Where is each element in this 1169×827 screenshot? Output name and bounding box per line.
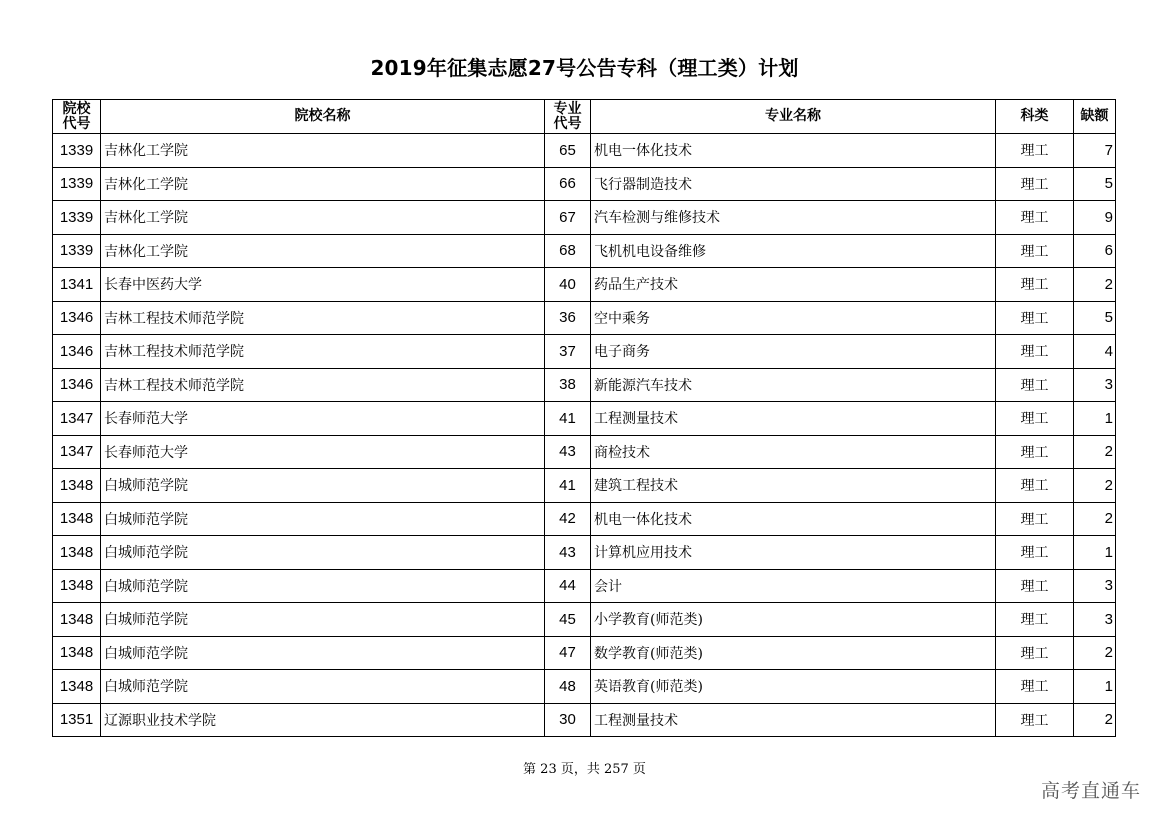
table-row [53,569,1116,603]
header-school-code [53,100,101,134]
cell-major-code: 68 [545,234,591,268]
cell-major-name: 飞机机电设备维修 [591,234,996,268]
cell-major-code: 44 [545,569,591,603]
cell-major-code: 36 [545,301,591,335]
cell-major-name: 药品生产技术 [591,268,996,302]
cell-school-code: 1339 [53,167,101,201]
cell-school-code: 1347 [53,402,101,436]
cell-major-code: 37 [545,335,591,369]
cell-school-code: 1348 [53,670,101,704]
header-vacancy: 缺额 [1074,100,1116,134]
cell-school-code: 1348 [53,469,101,503]
cell-major-name: 小学教育(师范类) [591,603,996,637]
table-row [53,603,1116,637]
cell-major-name: 电子商务 [591,335,996,369]
cell-major-name: 机电一体化技术 [591,134,996,168]
table-row [53,670,1116,704]
cell-school-name: 吉林化工学院 [101,201,545,235]
table-row [53,167,1116,201]
table-row [53,502,1116,536]
table-row [53,134,1116,168]
cell-vacancy: 1 [1074,670,1116,704]
cell-school-name: 白城师范学院 [101,536,545,570]
cell-major-code: 42 [545,502,591,536]
cell-vacancy: 3 [1074,569,1116,603]
cell-vacancy: 5 [1074,301,1116,335]
table-row [53,469,1116,503]
cell-school-code: 1346 [53,368,101,402]
cell-major-code: 48 [545,670,591,704]
cell-vacancy: 2 [1074,703,1116,737]
cell-vacancy: 2 [1074,435,1116,469]
cell-category: 理工 [996,134,1074,168]
cell-school-name: 吉林工程技术师范学院 [101,335,545,369]
table-row [53,636,1116,670]
cell-category: 理工 [996,636,1074,670]
cell-category: 理工 [996,234,1074,268]
cell-major-name: 计算机应用技术 [591,536,996,570]
cell-vacancy: 1 [1074,402,1116,436]
cell-school-name: 吉林工程技术师范学院 [101,301,545,335]
cell-category: 理工 [996,301,1074,335]
cell-vacancy: 3 [1074,368,1116,402]
cell-major-code: 43 [545,536,591,570]
cell-school-name: 吉林工程技术师范学院 [101,368,545,402]
cell-major-code: 45 [545,603,591,637]
cell-category: 理工 [996,268,1074,302]
cell-major-code: 66 [545,167,591,201]
table-row [53,435,1116,469]
cell-major-code: 38 [545,368,591,402]
cell-major-name: 工程测量技术 [591,402,996,436]
cell-school-name: 白城师范学院 [101,636,545,670]
cell-school-name: 长春师范大学 [101,435,545,469]
cell-vacancy: 6 [1074,234,1116,268]
cell-school-code: 1348 [53,636,101,670]
watermark-logo-text: 高考直通车 [1040,780,1141,802]
cell-major-name: 工程测量技术 [591,703,996,737]
header-category: 科类 [996,100,1074,134]
cell-category: 理工 [996,670,1074,704]
cell-category: 理工 [996,201,1074,235]
plan-table [52,99,1116,737]
cell-school-code: 1351 [53,703,101,737]
cell-school-code: 1341 [53,268,101,302]
table-row [53,234,1116,268]
header-school-code-line1: 院校 [62,100,91,117]
cell-major-name: 空中乘务 [591,301,996,335]
cell-school-name: 长春师范大学 [101,402,545,436]
cell-major-name: 英语教育(师范类) [591,670,996,704]
cell-school-code: 1348 [53,569,101,603]
cell-school-code: 1348 [53,603,101,637]
cell-school-name: 吉林化工学院 [101,234,545,268]
cell-school-name: 长春中医药大学 [101,268,545,302]
table-row [53,268,1116,302]
cell-major-name: 建筑工程技术 [591,469,996,503]
cell-category: 理工 [996,167,1074,201]
table-row [53,402,1116,436]
cell-major-code: 41 [545,469,591,503]
cell-category: 理工 [996,402,1074,436]
table-header-row [53,100,1116,134]
table-body [53,134,1116,737]
cell-school-name: 白城师范学院 [101,569,545,603]
cell-vacancy: 1 [1074,536,1116,570]
table-row [53,335,1116,369]
cell-category: 理工 [996,368,1074,402]
cell-school-name: 吉林化工学院 [101,134,545,168]
cell-vacancy: 3 [1074,603,1116,637]
cell-vacancy: 4 [1074,335,1116,369]
cell-vacancy: 2 [1074,636,1116,670]
cell-school-name: 白城师范学院 [101,469,545,503]
cell-school-code: 1339 [53,134,101,168]
cell-vacancy: 2 [1074,502,1116,536]
cell-school-code: 1339 [53,234,101,268]
cell-category: 理工 [996,569,1074,603]
cell-school-name: 吉林化工学院 [101,167,545,201]
cell-category: 理工 [996,536,1074,570]
header-major-code-line1: 专业 [553,100,582,117]
cell-school-code: 1346 [53,301,101,335]
cell-vacancy: 2 [1074,469,1116,503]
table-row [53,368,1116,402]
cell-major-code: 65 [545,134,591,168]
table-row [53,301,1116,335]
cell-school-code: 1347 [53,435,101,469]
cell-school-code: 1348 [53,502,101,536]
cell-school-name: 辽源职业技术学院 [101,703,545,737]
cell-category: 理工 [996,435,1074,469]
cell-vacancy: 2 [1074,268,1116,302]
cell-major-name: 机电一体化技术 [591,502,996,536]
cell-category: 理工 [996,469,1074,503]
header-major-code [545,100,591,134]
cell-school-code: 1339 [53,201,101,235]
table-row [53,201,1116,235]
cell-vacancy: 5 [1074,167,1116,201]
cell-category: 理工 [996,502,1074,536]
cell-major-code: 43 [545,435,591,469]
cell-school-name: 白城师范学院 [101,603,545,637]
cell-school-name: 白城师范学院 [101,502,545,536]
cell-vacancy: 7 [1074,134,1116,168]
cell-major-name: 数学教育(师范类) [591,636,996,670]
cell-category: 理工 [996,603,1074,637]
cell-major-code: 67 [545,201,591,235]
cell-category: 理工 [996,335,1074,369]
header-major-name: 专业名称 [591,100,996,134]
cell-major-name: 新能源汽车技术 [591,368,996,402]
document-title: 2019年征集志愿27号公告专科（理工类）计划 [370,56,799,80]
cell-category: 理工 [996,703,1074,737]
header-school-code-line2: 代号 [62,115,91,132]
cell-major-name: 会计 [591,569,996,603]
page-footer: 第 23 页，共 257 页 [523,762,646,777]
header-school-name: 院校名称 [101,100,545,134]
cell-major-code: 41 [545,402,591,436]
cell-major-name: 飞行器制造技术 [591,167,996,201]
cell-school-code: 1348 [53,536,101,570]
cell-school-name: 白城师范学院 [101,670,545,704]
cell-major-code: 47 [545,636,591,670]
cell-vacancy: 9 [1074,201,1116,235]
cell-major-code: 40 [545,268,591,302]
table-row [53,536,1116,570]
header-major-code-line2: 代号 [553,115,582,132]
cell-school-code: 1346 [53,335,101,369]
cell-major-code: 30 [545,703,591,737]
table-row [53,703,1116,737]
cell-major-name: 汽车检测与维修技术 [591,201,996,235]
cell-major-name: 商检技术 [591,435,996,469]
